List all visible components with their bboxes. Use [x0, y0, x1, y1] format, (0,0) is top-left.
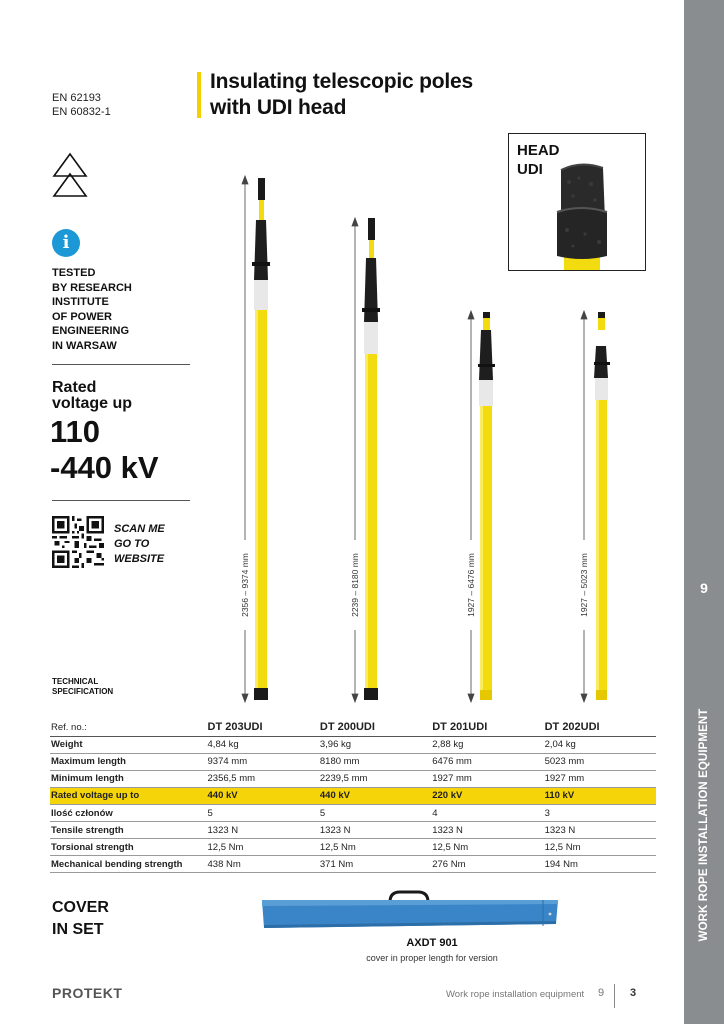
- table-cell: 12,5 Nm: [431, 839, 543, 856]
- head-label-line-2: UDI: [517, 161, 543, 178]
- info-icon: i: [52, 229, 80, 257]
- row-label: Maximum length: [50, 753, 207, 770]
- table-cell: 6476 mm: [431, 753, 543, 770]
- pole-dt200udi: [362, 218, 380, 700]
- technical-specification-heading: [52, 677, 113, 697]
- spec-table: [50, 719, 656, 873]
- rated-label-line-1: Rated: [52, 379, 97, 396]
- sidebar-section-title: WORK ROPE INSTALLATION EQUIPMENT: [698, 708, 710, 942]
- table-cell: 1927 mm: [544, 770, 656, 787]
- column-header: DT 200UDI: [319, 719, 431, 736]
- cover-label-line-2: IN SET: [52, 921, 104, 938]
- standard-2: EN 60832-1: [52, 106, 111, 118]
- table-row: [50, 804, 656, 821]
- scan-line-2: GO TO: [114, 538, 150, 550]
- title-line-1: Insulating telescopic poles: [210, 70, 473, 93]
- table-cell: 371 Nm: [319, 856, 431, 873]
- column-header: DT 202UDI: [544, 719, 656, 736]
- pole-3-length-range: 1927 – 6476 mm: [466, 553, 476, 617]
- table-cell: 1927 mm: [431, 770, 543, 787]
- table-cell: 12,5 Nm: [544, 839, 656, 856]
- pole-dt202udi: [594, 312, 610, 700]
- pole-4-length-range: 1927 – 5023 mm: [579, 553, 589, 617]
- row-label: Weight: [50, 736, 207, 753]
- tested-line: IN WARSAW: [52, 339, 117, 352]
- table-cell: 194 Nm: [544, 856, 656, 873]
- title-line-2: with UDI head: [210, 96, 347, 119]
- table-row: [50, 770, 656, 787]
- table-row: [50, 856, 656, 873]
- standard-1: EN 62193: [52, 92, 101, 104]
- table-cell: 440 kV: [207, 787, 319, 804]
- rated-voltage-value: [50, 414, 159, 486]
- pole-dt203udi: [252, 178, 270, 700]
- table-row: [50, 839, 656, 856]
- dimension-lines: [242, 176, 587, 702]
- table-cell: 12,5 Nm: [319, 839, 431, 856]
- cover-label-line-1: COVER: [52, 899, 109, 916]
- scan-line-3: WEBSITE: [114, 553, 165, 565]
- table-row: [50, 753, 656, 770]
- table-cell: 4,84 kg: [207, 736, 319, 753]
- table-header-row: [50, 719, 656, 736]
- table-cell: 5: [319, 804, 431, 821]
- table-cell: 1323 N: [319, 822, 431, 839]
- row-label: Tensile strength: [50, 822, 207, 839]
- table-cell: 2356,5 mm: [207, 770, 319, 787]
- tech-spec-line-1: TECHNICAL: [52, 677, 99, 686]
- table-cell: 3: [544, 804, 656, 821]
- rated-voltage-label: [52, 380, 132, 412]
- row-label: Mechanical bending strength: [50, 856, 207, 873]
- table-cell: 8180 mm: [319, 753, 431, 770]
- footer-section-name: Work rope installation equipment: [446, 989, 585, 1000]
- table-cell: 1323 N: [431, 822, 543, 839]
- standards-list: [52, 91, 111, 119]
- divider: [52, 364, 190, 365]
- table-cell: 3,96 kg: [319, 736, 431, 753]
- rated-label-line-2: voltage up: [52, 395, 133, 412]
- qr-code[interactable]: [52, 516, 104, 568]
- page-number: 3: [630, 987, 637, 999]
- table-cell: 1323 N: [207, 822, 319, 839]
- page-title: [210, 69, 473, 121]
- pole-1-length-range: 2356 – 9374 mm: [240, 553, 250, 617]
- footer-divider: [614, 984, 615, 1008]
- tested-line: ENGINEERING: [52, 325, 130, 338]
- pole-2-length-range: 2239 – 8180 mm: [350, 553, 360, 617]
- column-header: DT 201UDI: [431, 719, 543, 736]
- cover-description: cover in proper length for version: [366, 953, 498, 963]
- table-row: [50, 822, 656, 839]
- rated-value-line-1: 110: [50, 414, 101, 449]
- double-triangle-icon: [52, 152, 88, 198]
- table-cell: 5: [207, 804, 319, 821]
- table-cell: 2239,5 mm: [319, 770, 431, 787]
- table-cell: 5023 mm: [544, 753, 656, 770]
- footer-section-number: 9: [598, 987, 605, 999]
- row-label: Rated voltage up to: [50, 787, 207, 804]
- sidebar-section-number: 9: [700, 580, 708, 596]
- table-cell: 9374 mm: [207, 753, 319, 770]
- divider: [52, 500, 190, 501]
- table-cell: 440 kV: [319, 787, 431, 804]
- scan-line-1: SCAN ME: [114, 523, 165, 535]
- column-header: DT 203UDI: [207, 719, 319, 736]
- row-label: Minimum length: [50, 770, 207, 787]
- table-cell: 12,5 Nm: [207, 839, 319, 856]
- ref-no-label: Ref. no.:: [50, 719, 207, 736]
- table-cell: 220 kV: [431, 787, 543, 804]
- poles-illustration: [220, 170, 620, 710]
- cover-product-code: AXDT 901: [406, 937, 458, 949]
- table-cell: 276 Nm: [431, 856, 543, 873]
- table-row: [50, 736, 656, 753]
- table-row-highlighted: [50, 787, 656, 804]
- table-cell: 438 Nm: [207, 856, 319, 873]
- row-label: Ilość członów: [50, 804, 207, 821]
- table-cell: 2,88 kg: [431, 736, 543, 753]
- cover-bag-image: [258, 888, 562, 932]
- head-label-line-1: HEAD: [517, 142, 560, 159]
- table-cell: 1323 N: [544, 822, 656, 839]
- title-accent-bar: [197, 72, 201, 118]
- pole-dt201udi: [478, 312, 495, 700]
- table-cell: 4: [431, 804, 543, 821]
- tested-line: BY RESEARCH: [52, 281, 132, 294]
- table-cell: 110 kV: [544, 787, 656, 804]
- row-label: Torsional strength: [50, 839, 207, 856]
- tech-spec-line-2: SPECIFICATION: [52, 687, 114, 696]
- tested-line: INSTITUTE: [52, 296, 109, 309]
- protekt-logo: PROTEKT: [52, 985, 123, 1001]
- tested-line: TESTED: [52, 267, 96, 279]
- rated-value-line-2: -440 kV: [50, 450, 159, 485]
- table-cell: 2,04 kg: [544, 736, 656, 753]
- cover-in-set-label: [52, 897, 109, 941]
- scan-me-text: [114, 522, 165, 567]
- tested-line: OF POWER: [52, 310, 112, 323]
- tested-by-note: [52, 266, 132, 354]
